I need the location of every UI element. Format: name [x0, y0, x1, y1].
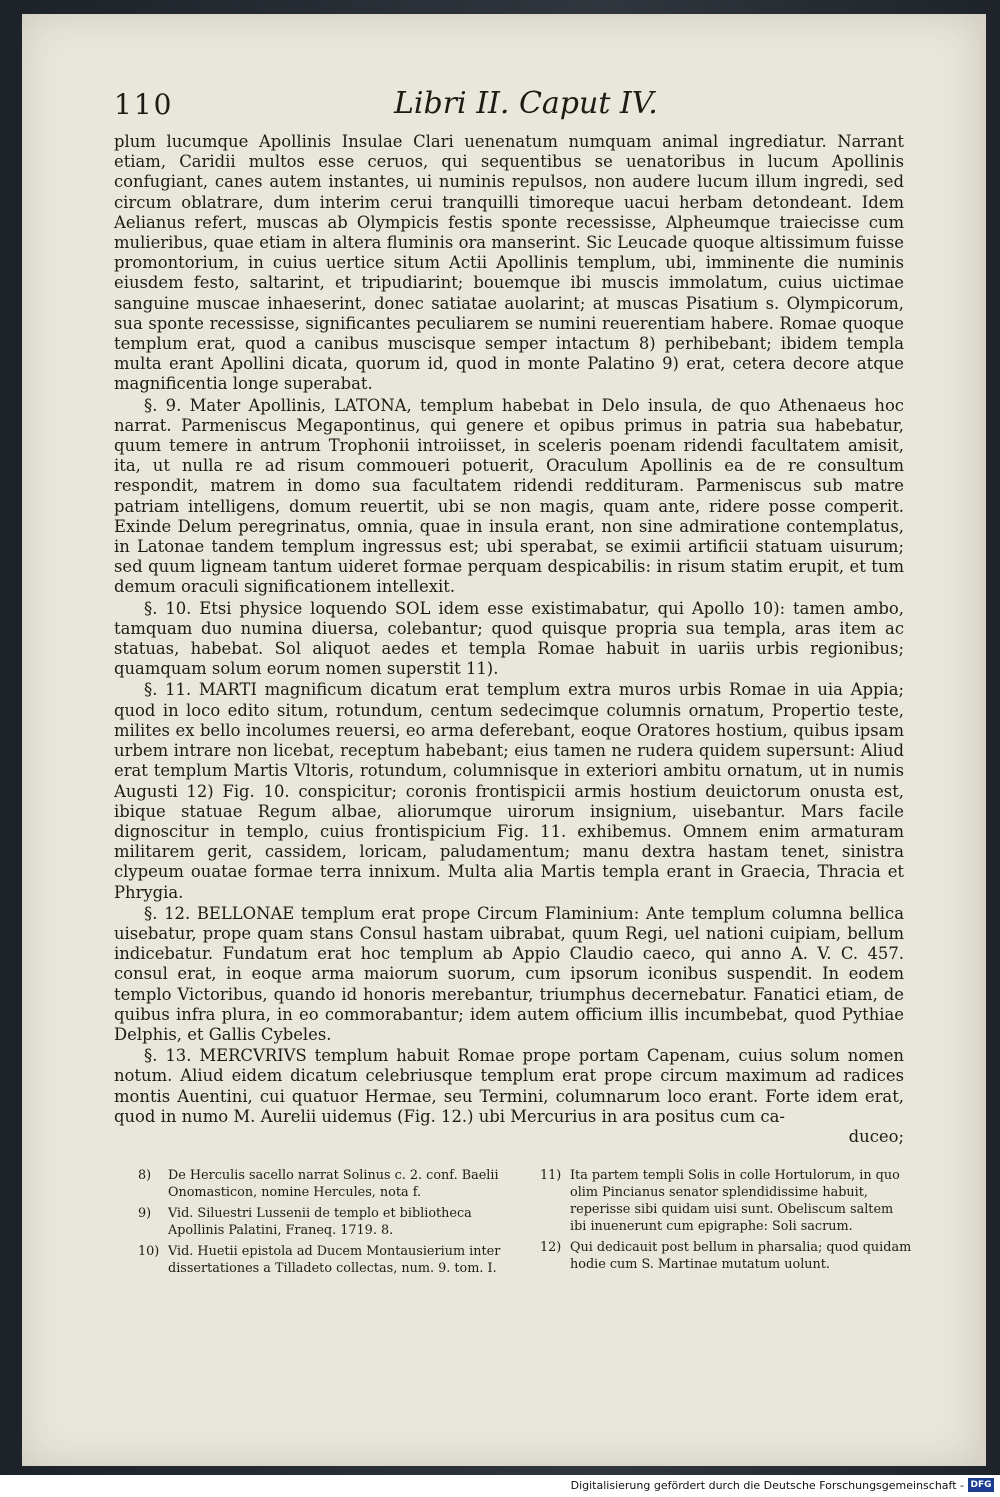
body-text [114, 132, 904, 1147]
paragraph: §. 9. Mater Apollinis, LATONA, templum habebat in Delo insula, de quo Athenaeus hoc narrat. Parmeniscus Megapontinus, qui genere et opibus primus in patria sua habebatur, quum temere in antrum Trophonii introiisset, in sceleris poenam ridendi facultatem amisit, ita, ut nulla re ad risum commoueri potuerit, Oraculum Apollinis ea de re consultum respondit, matrem in domo sua facultatem ridendi reddituram. Parmeniscus sub matre patriam intelligens, domum reuertit, ubi se non magis, quam ante, ridere posse comperit. Exinde Delum peregrinatus, omnia, quae in insula erant, non sine admiratione contemplatus, in Latonae tandem templum ingressus est; ubi sperabat, se eximii artificii statuam uisurum; sed quum ligneam tantum uideret formae perquam despicabilis: in risum statim erupit, et tum demum oraculi significationem intellexit. [114, 395, 904, 597]
footnote-text: Ita partem templi Solis in colle Hortulorum, in quo olim Pincianus senator splendidissime habuit, reperisse sibi quidam uisi sunt. Obeliscum saltem ibi inuenerunt cum epigraphe: Soli sacrum. [570, 1167, 900, 1234]
footnote [138, 1243, 510, 1277]
footnote-number: 10) [138, 1243, 160, 1259]
paragraph: §. 11. MARTI magnificum dicatum erat templum extra muros urbis Romae in uia Appia; quod in loco edito situm, rotundum, centum sedecimque columnis ornatum, Propertio teste, milites ex bello incolumes reuersi, eo arma deferebant, eoque Oratores hostium, quibus ipsam urbem intrare non licebat, receptum habebant; eius tamen ne rudera quidem supersunt: Aliud erat templum Martis Vltoris, rotundum, columnisque in exteriori ambitu ornatum, ut in numis Augusti 12) Fig. 10. conspicitur; coronis frontispicii armis hostium deuictorum onusta est, ibique statuae Regum albae, aliorumque uirorum insignium, uisebantur. Mars facile dignoscitur in templo, cuius frontispicium Fig. 11. exhibemus. Omnem enim armaturam militarem gerit, cassidem, loricam, paludamentum; manu dextra hastam tenet, sinistra clypeum ouatae formae terra innixum. Multa alia Martis templa erant in Graecia, Thracia et Phrygia. [114, 680, 904, 902]
footnote [540, 1167, 912, 1235]
paragraph: §. 12. BELLONAE templum erat prope Circum Flaminium: Ante templum columna bellica uisebatur, prope quam stans Consul hastam uibrabat, quum Regi, uel nationi cuipiam, bellum indicebatur. Fundatum erat hoc templum ab Appio Claudio caeco, qui anno A. V. C. 457. consul erat, in eoque arma maiorum suorum, cum ipsorum iconibus suspendit. In eodem templo Victoribus, quando id honoris merebantur, triumphus decernebatur. Fanatici etiam, de quibus infra plura, in eo commorabantur; idem autem officium illis incumbebat, quod Pythiae Delphis, et Gallis Cybeles. [114, 903, 904, 1044]
catchword: duceo; [848, 1126, 904, 1146]
footnotes-right-column [540, 1167, 912, 1277]
page-number: 110 [114, 88, 174, 121]
running-head [114, 88, 904, 128]
footnote-number: 8) [138, 1167, 152, 1183]
footnote-text: De Herculis sacello narrat Solinus c. 2. conf. Baelii Onomasticon, nomine Hercules, nota f. [168, 1167, 499, 1200]
paragraph: plum lucumque Apollinis Insulae Clari uenenatum numquam animal ingrediatur. Narrant etiam, Caridii multos esse ceruos, qui sequentibus se uenatoribus in lucum Apollinis confugiant, canes autem instantes, ui numinis repulsos, non audere lucum illum ingredi, sed circum oblatrare, dum interim cerui tranquilli timoreque uacui herbam detondeant. Idem Aelianus refert, muscas ab Olympicis festis sponte recessisse, Alpheumque traiecisse cum mulieribus, quae etiam in altera fluminis ora manserint. Sic Leucade quoque altissimum fuisse promontorium, in cuius uertice situm Actii Apollinis templum, ubi, imminente die numinis eiusdem festo, saltarint, et tripudiarint; bouemque ibi muscis immolatum, cuius uictimae sanguine muscae inhaeserint, donec satiatae auolarint; at muscas Pisatium s. Olympicorum, sua sponte recessisse, significantes peculiarem se numini reuerentiam habere. Romae quoque templum erat, quod a canibus muscisque semper intactum 8) perhibebant; ibidem templa multa erant Apollini dicata, quorum id, quod in monte Palatino 9) erat, cetera decore atque magnificentia longe superabat. [114, 132, 904, 394]
footnote [138, 1167, 510, 1201]
funding-credit: Digitalisierung gefördert durch die Deutsche Forschungsgemeinschaft - [570, 1479, 964, 1492]
footnote-number: 9) [138, 1205, 152, 1221]
footnote-text: Qui dedicauit post bellum in pharsalia; quod quidam hodie cum S. Martinae mutatum uolunt. [570, 1239, 912, 1272]
dfg-logo: DFG [968, 1478, 994, 1492]
footnotes-left-column [138, 1167, 510, 1281]
footnote [540, 1239, 912, 1273]
page-content [114, 86, 912, 1327]
footer-bar [0, 1475, 1000, 1497]
paragraph: §. 13. MERCVRIVS templum habuit Romae prope portam Capenam, cuius solum nomen notum. Aliud eidem dicatum celebriusque templum erat prope circum maximum ad radices montis Auentini, cui quatuor Hermae, seu Termini, columnarum loco erant. Forte idem erat, quod in numo M. Aurelii uidemus (Fig. 12.) ubi Mercurius in ara positus cum ca- [114, 1046, 904, 1126]
footnote-number: 12) [540, 1239, 562, 1255]
book-page [22, 14, 986, 1466]
footnote [138, 1205, 510, 1239]
footnote-text: Vid. Huetii epistola ad Ducem Montausierium inter dissertationes a Tilladeto collectas, num. 9. tom. I. [168, 1243, 501, 1276]
paragraph: §. 10. Etsi physice loquendo SOL idem esse existimabatur, qui Apollo 10): tamen ambo, tamquam duo numina diuersa, colebantur; quod quisque propria sua templa, aras item ac statuas, habebat. Sol aliquot aedes et templa Romae habuit in uariis urbis regionibus; quamquam solum eorum nomen superstit 11). [114, 598, 904, 679]
footnotes [114, 1167, 912, 1327]
footnote-number: 11) [540, 1167, 562, 1183]
chapter-title: Libri II. Caput IV. [394, 86, 658, 121]
footnote-text: Vid. Siluestri Lussenii de templo et bibliotheca Apollinis Palatini, Franeq. 1719. 8. [168, 1205, 472, 1238]
